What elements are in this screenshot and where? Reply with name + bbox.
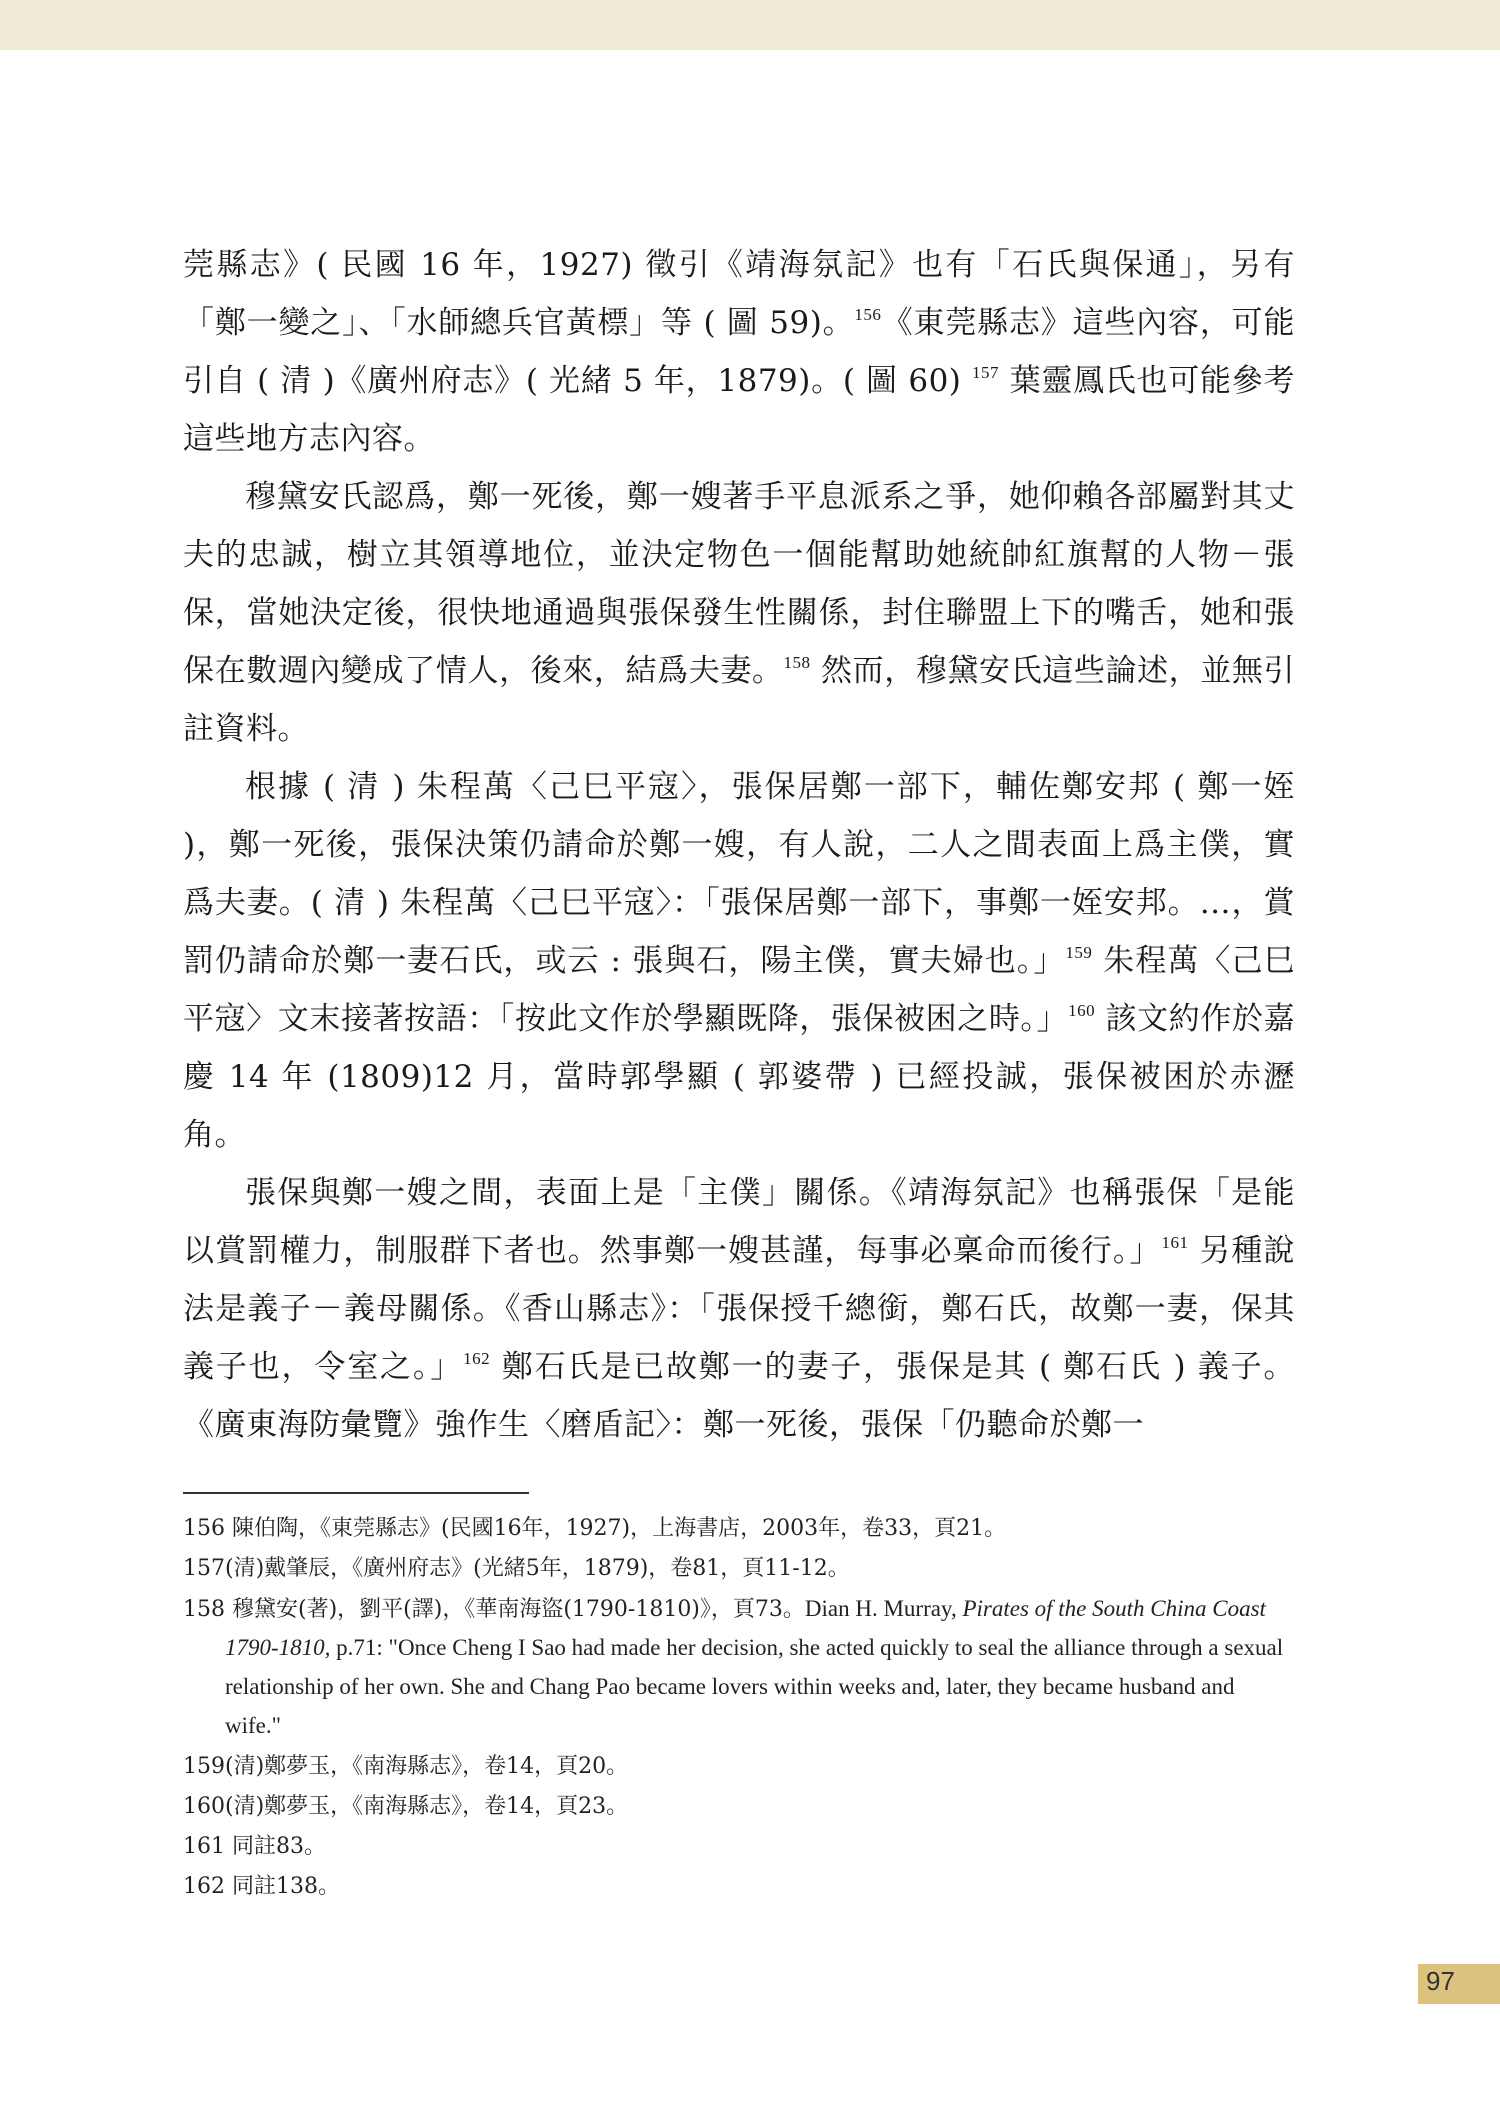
paragraph-1 bbox=[183, 236, 1295, 468]
footnote-159: 159(清)鄭夢玉，《南海縣志》，卷14，頁20。 bbox=[183, 1754, 629, 1779]
footnote-ref-159[interactable]: 159 bbox=[1065, 943, 1093, 962]
footnote-162: 162 同註138。 bbox=[183, 1874, 340, 1899]
footnote-divider bbox=[183, 1492, 529, 1494]
paragraph-2 bbox=[183, 468, 1295, 758]
footnote-158 bbox=[183, 1590, 1295, 1746]
footnote-ref-160[interactable]: 160 bbox=[1068, 1001, 1096, 1020]
main-body-text bbox=[183, 236, 1295, 1454]
p4-text-b: 另種說法是義子－義母關係。《香山縣志》：「張保授千總銜，鄭石氏，故鄭一妻，保其義子也，令室之。」 bbox=[183, 1233, 1295, 1385]
footnote-ref-162[interactable]: 162 bbox=[463, 1349, 491, 1368]
footnote-160: 160(清)鄭夢玉，《南海縣志》，卷14，頁23。 bbox=[183, 1794, 629, 1819]
page-number: 97 bbox=[1426, 1966, 1455, 1996]
footnote-158-cn: 158 穆黛安(著)，劉平(譯)，《華南海盜(1790-1810)》，頁73。 bbox=[183, 1597, 805, 1622]
footnote-158-en-quote: p.71: "Once Cheng I Sao had made her decision, she acted quickly to seal the alliance through a sexual relationship of her own. She and Chang Pao became lovers within weeks and, later, they became husband and wife." bbox=[225, 1635, 1284, 1738]
p3-text-a: 根據 ( 清 ) 朱程萬〈己巳平寇〉，張保居鄭一部下，輔佐鄭安邦 ( 鄭一姪 )，鄭一死後，張保決策仍請命於鄭一嫂，有人說，二人之間表面上爲主僕，實爲夫妻。( 清 ) 朱程萬〈己巳平寇〉：「張保居鄭一部下，事鄭一姪安邦。…，賞罰仍請命於鄭一妻石氏，或云 : 張與石，陽主僕，實夫婦也。」 bbox=[183, 769, 1295, 979]
p4-text-c: 鄭石氏是已故鄭一的妻子，張保是其 ( 鄭石氏 ) 義子。《廣東海防彙覽》強作生〈磨盾記〉：鄭一死後，張保「仍聽命於鄭一 bbox=[183, 1349, 1295, 1443]
footnotes-section bbox=[183, 1510, 1295, 1908]
p3-text-c: 該文約作於嘉慶 14 年 (1809)12 月，當時郭學顯 ( 郭婆帶 ) 已經投誠，張保被困於赤瀝角。 bbox=[183, 1001, 1296, 1153]
footnote-158-en-title: Pirates of the South China Coast 1790-1810, bbox=[225, 1596, 1266, 1660]
p2-text-a: 穆黛安氏認爲，鄭一死後，鄭一嫂著手平息派系之爭，她仰賴各部屬對其丈夫的忠誠，樹立其領導地位，並決定物色一個能幫助她統帥紅旗幫的人物－張保，當她決定後，很快地通過與張保發生性關係，封住聯盟上下的嘴舌，她和張保在數週內變成了情人，後來，結爲夫妻。 bbox=[183, 479, 1295, 689]
paragraph-3 bbox=[183, 758, 1295, 1164]
p3-text-b: 朱程萬〈己巳平寇〉文末接著按語：「按此文作於學顯既降，張保被困之時。」 bbox=[183, 943, 1295, 1037]
footnote-158-en-author: Dian H. Murray, bbox=[804, 1596, 963, 1621]
footnote-ref-156[interactable]: 156 bbox=[854, 305, 882, 324]
footnote-ref-157[interactable]: 157 bbox=[972, 363, 999, 382]
p1-text-a: 莞縣志》( 民國 16 年，1927) 徵引《靖海氛記》也有「石氏與保通」，另有「鄭一變之」、「水師總兵官黃標」等 ( 圖 59)。 bbox=[183, 247, 1295, 341]
footnote-161: 161 同註83。 bbox=[183, 1834, 326, 1859]
footnote-ref-161[interactable]: 161 bbox=[1161, 1233, 1189, 1252]
footnote-ref-158[interactable]: 158 bbox=[783, 653, 811, 672]
footnote-156: 156 陳伯陶，《東莞縣志》(民國16年，1927)，上海書店，2003年，卷33，頁21。 bbox=[183, 1516, 1007, 1541]
p2-text-b: 然而，穆黛安氏這些論述，並無引註資料。 bbox=[183, 653, 1296, 747]
p1-text-c: 葉靈鳳氏也可能參考這些地方志內容。 bbox=[183, 363, 1295, 457]
top-color-band bbox=[0, 0, 1500, 50]
footnote-157: 157(清)戴肇辰，《廣州府志》(光緒5年，1879)，卷81，頁11-12。 bbox=[183, 1556, 850, 1581]
p1-text-b: 《東莞縣志》這些內容，可能引自 ( 清 )《廣州府志》( 光緒 5 年，1879)。( 圖 60) bbox=[183, 305, 1296, 399]
paragraph-4 bbox=[183, 1164, 1295, 1454]
p4-text-a: 張保與鄭一嫂之間，表面上是「主僕」關係。《靖海氛記》也稱張保「是能以賞罰權力，制服群下者也。然事鄭一嫂甚謹，每事必稟命而後行。」 bbox=[183, 1175, 1295, 1269]
